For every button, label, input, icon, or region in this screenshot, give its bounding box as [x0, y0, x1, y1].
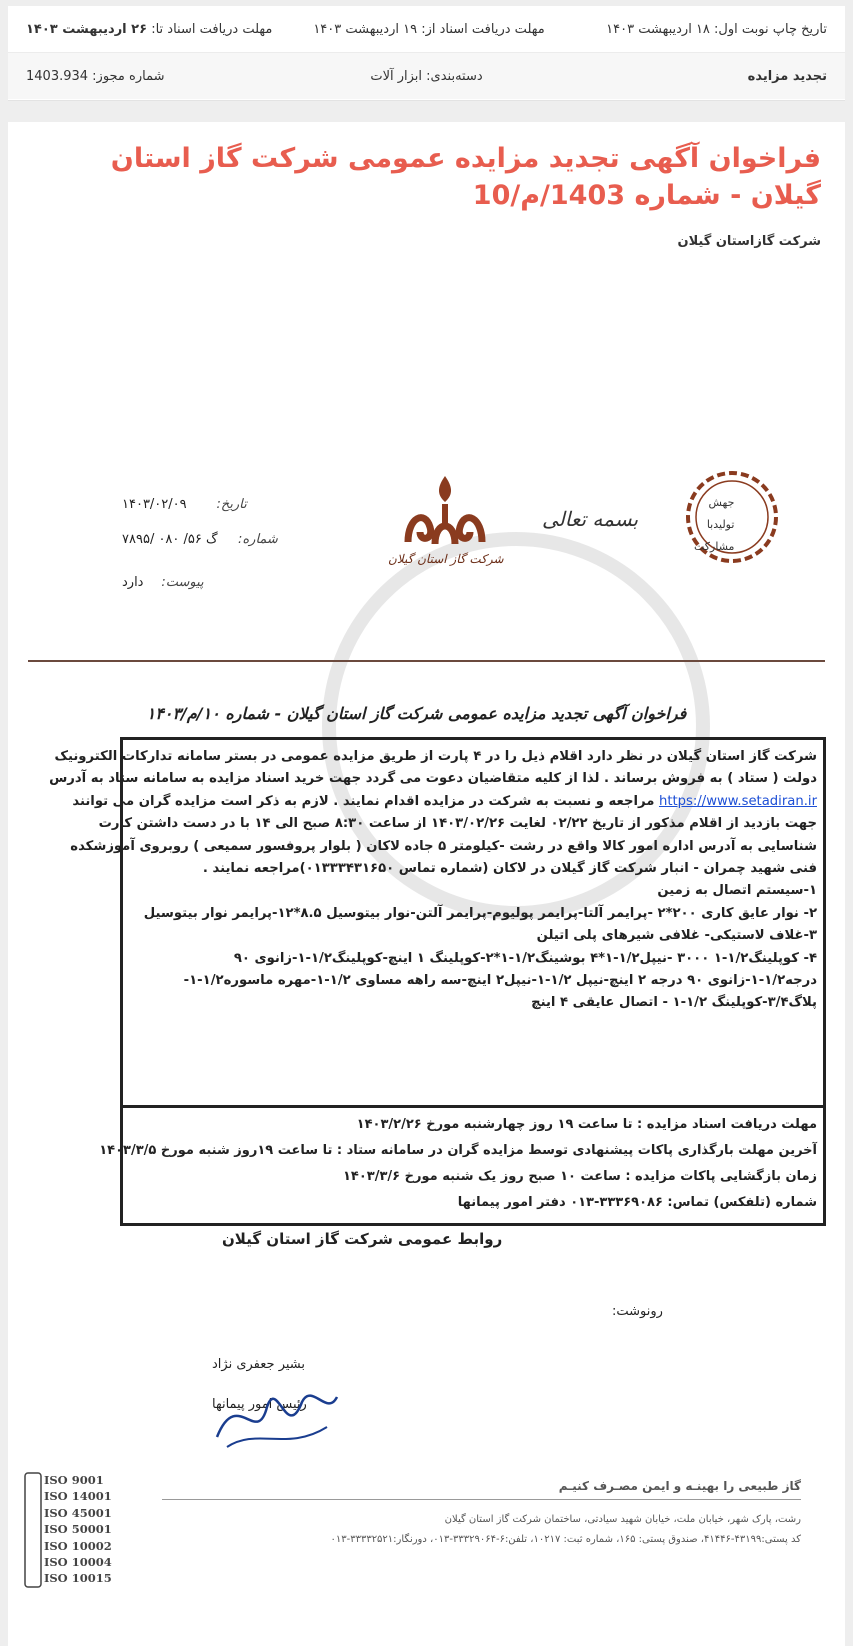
- letter-attachment: [122, 575, 204, 590]
- seal-line: جهش: [708, 496, 735, 509]
- gilan-gas-logo-text: شرکت گاز استان گیلان: [388, 552, 504, 566]
- signer-title: رئیس امور پیمانها: [212, 1397, 307, 1412]
- handwritten-signature-icon: [207, 1367, 347, 1457]
- letter-date-value: ۱۴۰۳/۰۲/۰۹: [122, 497, 187, 512]
- auction-details-box: [49, 737, 826, 1226]
- body-line: دولت ( ستاد ) به فروش برساند . لذا از کلیه متقاضیان دعوت می گردد جهت خرید اسناد مزایده به سامانه ستاد به آدرس: [49, 771, 817, 787]
- body-line: شرکت گاز استان گیلان در نظر دارد اقلام ذیل را در ۴ پارت از طریق مزایده عمومی در بستر سامانه تدارکات الکترونیک: [54, 749, 817, 764]
- setad-link[interactable]: https://www.setadiran.ir: [658, 793, 817, 809]
- company-name: شرکت گازاستان گیلان: [677, 234, 821, 249]
- doc-until-value: ۲۶ اردیبهشت ۱۴۰۳: [25, 21, 148, 37]
- letterhead-divider: [28, 660, 825, 662]
- letter-date: [122, 497, 247, 512]
- scanned-letter: [22, 352, 831, 1642]
- item-line: ۳-غلاف لاستیکی- غلافی شیرهای پلی اتیلن: [536, 928, 817, 944]
- address-line: رشت، پارک شهر، خیابان ملت، خیابان شهید سیادتی، ساختمان شرکت گاز استان گیلان: [444, 1514, 801, 1525]
- iso-item: ISO 14001: [44, 1489, 112, 1504]
- iso-certifications: [44, 1472, 112, 1587]
- body-line: جهت بازدید از اقلام مذکور از تاریخ ۰۲/۲۲ لغایت ۱۴۰۳/۰۲/۲۶ از ساعت ۸:۳۰ صبح الی ۱۴ با در دست داشتن کارت: [98, 816, 817, 832]
- letter-attach-label: پیوست:: [161, 575, 204, 590]
- meta-row-dates: [8, 6, 845, 53]
- notice-title: فراخوان آگهی تجدید مزایده عمومی شرکت گاز استان گیلان - شماره 1403/م/10: [110, 143, 821, 211]
- letter-attach-value: دارد: [122, 575, 144, 590]
- item-line: ۱-سیستم اتصال به زمین: [657, 883, 817, 899]
- letter-number: [122, 532, 278, 547]
- license-number: شماره مجوز: 1403.934: [26, 68, 165, 84]
- doc-until-date: [8, 22, 290, 37]
- auction-body-text: [49, 746, 817, 1015]
- deadline-line: مهلت دریافت اسناد مزایده : تا ساعت ۱۹ روز چهارشنبه مورخ ۱۴۰۳/۲/۲۶: [356, 1117, 817, 1132]
- seal-line: مشارکت: [694, 540, 735, 553]
- tuv-certification-icon: [24, 1472, 42, 1588]
- iso-item: ISO 10002: [44, 1538, 112, 1553]
- item-line: ۴- کوپلینگ۱/۲-۱ ۳۰۰۰ -نیپل۱/۲-۱*۴ بوشینگ۱/۲-۱*۲-کوپلینگ ۱ اینچ-کوپلینگ۱/۲-۱-زانوی ۹۰: [233, 950, 817, 966]
- auction-type: تجدید مزایده: [747, 68, 827, 84]
- gilan-gas-logo-icon: [400, 472, 490, 552]
- slogan: گاز طبیعی را بهینـه و ایمن مصـرف کنیـم: [162, 1479, 801, 1500]
- letter-number-value: گ ۵۶/ ۰۸۰ /۷۸۹۵: [122, 532, 218, 547]
- meta-row-info: [8, 53, 845, 99]
- iso-item: ISO 9001: [44, 1473, 104, 1487]
- deadline-line: آخرین مهلت بارگذاری پاکات پیشنهادی توسط مزایده گران در سامانه ستاد : تا ساعت ۱۹روز شنبه مورخ ۱۴۰۳/۳/۵: [99, 1143, 817, 1158]
- item-line: درجه۱/۲-۱-زانوی ۹۰ درجه ۲ اینچ-نیپل ۱/۲-۱-نیپل۲ اینچ-سه راهه مساوی ۱/۲-۱-مهره ماسوره۱/۲-۱-: [183, 973, 817, 989]
- contact-line: شماره (تلفکس) تماس: ۳۳۳۶۹۰۸۶-۰۱۳ دفتر امور پیمانها: [457, 1195, 817, 1210]
- item-line: ۲- نوار عایق کاری ۲۰۰*۲ -پرایمر آلتا-پرایمر پولیوم-پرایمر آلتن-نوار بیتوسیل ۸.۵*۱۲-پرایمر نوار بیتوسیل: [143, 905, 817, 921]
- body-line: شناسایی به آدرس اداره امور کالا واقع در رشت -کیلومتر ۵ جاده لاکان ( بلوار پروفسور سمیعی ) روبروی آموزشکده: [70, 838, 817, 854]
- letter-date-label: تاریخ:: [216, 497, 247, 512]
- deadline-line: زمان بازگشایی پاکات مزایده : ساعت ۱۰ صبح روز یک شنبه مورخ ۱۴۰۳/۳/۶: [343, 1169, 817, 1184]
- iso-item: ISO 50001: [44, 1522, 112, 1537]
- iso-item: ISO 10015: [44, 1571, 112, 1586]
- contact-info-line: کد پستی:۴۳۱۹۹-۴۱۴۴۶، صندوق پستی: ۱۶۵، شماره ثبت: ۱۰۲۱۷، تلفن:۶-۳۳۳۲۹۰۶۴-۰۱۳، دورنگار:۳۳۳۳۲۵۲۱-۰۱۳: [330, 1534, 801, 1545]
- letter-number-label: شماره:: [237, 532, 278, 547]
- item-line: پلاگ۳/۴-کوپلینگ ۱/۲-۱ - اتصال عایقی ۴ اینچ: [531, 995, 817, 1011]
- auction-meta-card: [8, 6, 845, 101]
- seal-line: تولیدبا: [706, 518, 735, 531]
- doc-until-label: مهلت دریافت اسناد تا:: [151, 21, 273, 37]
- besm-tala: بسمه تعالی: [542, 507, 639, 531]
- iso-item: ISO 10004: [44, 1555, 112, 1570]
- copy-to-label: رونوشت:: [612, 1304, 663, 1319]
- body-line: مراجعه و نسبت به شرکت در مزایده اقدام نمایند . لازم به ذکر است مزایده گران می توانند: [72, 793, 655, 809]
- doc-from-date: مهلت دریافت اسناد از: ۱۹ اردیبهشت ۱۴۰۳: [313, 21, 545, 37]
- jahesh-seal-text: [694, 492, 734, 558]
- box-divider: [123, 1105, 823, 1108]
- auction-deadlines: [99, 1112, 817, 1216]
- notice-card: [8, 122, 845, 1646]
- body-line: فنی شهید چمران - انبار شرکت گاز گیلان در لاکان (شماره تماس ۰۱۳۳۳۴۳۱۶۵۰)مراجعه نمایند .: [202, 861, 817, 877]
- auction-category: دسته‌بندی: ابزار آلات: [370, 68, 483, 84]
- letter-title: فراخوان آگهی تجدید مزایده عمومی شرکت گاز استان گیلان - شماره ۱۰/م/۱۴۰۳: [146, 704, 687, 723]
- print-date: تاریخ چاپ نوبت اول: ۱۸ اردیبهشت ۱۴۰۳: [606, 21, 827, 37]
- body-line-with-link: [72, 791, 817, 813]
- iso-item: ISO 45001: [44, 1505, 112, 1520]
- public-relations-signature: روابط عمومی شرکت گاز استان گیلان: [222, 1230, 503, 1248]
- signer-name: بشیر جعفری نژاد: [212, 1357, 305, 1372]
